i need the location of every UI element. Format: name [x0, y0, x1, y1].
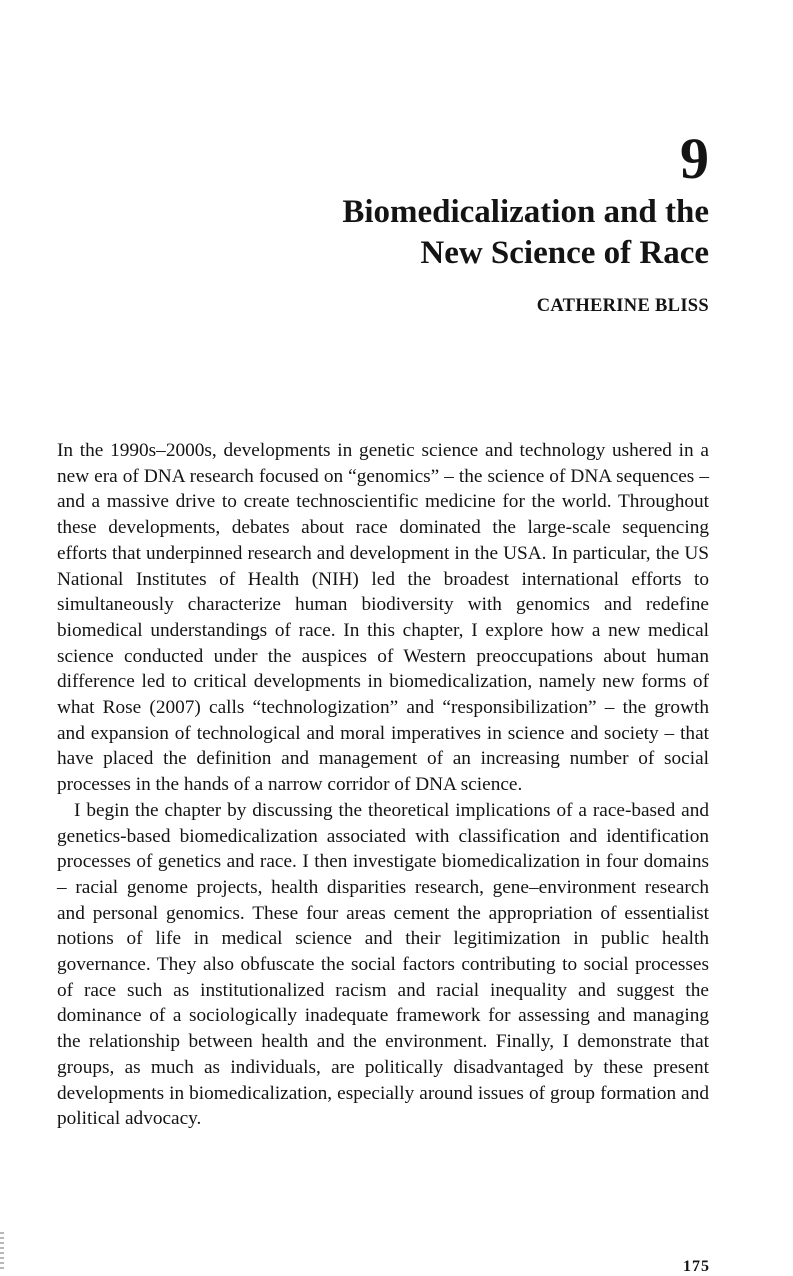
chapter-title-line-2: New Science of Race [420, 235, 709, 271]
page-number: 175 [683, 1258, 710, 1275]
paragraph-1: In the 1990s–2000s, developments in genetic science and technology ushered in a new era of DNA research focused on “genomics” – the science of DNA sequences – and a massive drive to create technoscientific medicine for the world. Throughout these developments, debates about race dominated the large-scale sequencing efforts that underpinned research and development in the USA. In particular, the US National Institutes of Health (NIH) led the broadest international efforts to simultaneously characterize human biodiversity with genomics and redefine biomedical understandings of race. In this chapter, I explore how a new medical science conducted under the auspices of Western preoccupations about human difference led to critical developments in biomedicalization, namely new forms of what Rose (2007) calls “technologization” and “responsibilization” – the growth and expansion of technological and moral imperatives in science and society – that have placed the definition and management of an increasing number of social processes in the hands of a narrow corridor of DNA science. [57, 440, 709, 796]
chapter-title-line-1: Biomedicalization and the [342, 194, 709, 230]
chapter-number: 9 [680, 126, 709, 191]
scan-edge-artifact [0, 1232, 4, 1270]
author-name: CATHERINE BLISS [536, 296, 709, 316]
paragraph-2: I begin the chapter by discussing the theoretical implications of a race-based and genetics-based biomedicalization associated with classification and identification processes of genetics and race. I then investigate biomedicalization in four domains – racial genome projects, health disparities research, gene–environment research and personal genomics. These four areas cement the appropriation of essentialist notions of life in medical science and their legitimization in public health governance. They also obfuscate the social factors contributing to social processes of race such as institutionalized racism and racial inequality and suggest the dominance of a sociologically inadequate framework for assessing and managing the relationship between health and the environment. Finally, I demonstrate that groups, as much as individuals, are politically disadvantaged by these present developments in biomedicalization, especially around issues of group formation and political advocacy. [57, 799, 709, 1130]
body-text [57, 438, 709, 1132]
chapter-title [342, 192, 709, 274]
